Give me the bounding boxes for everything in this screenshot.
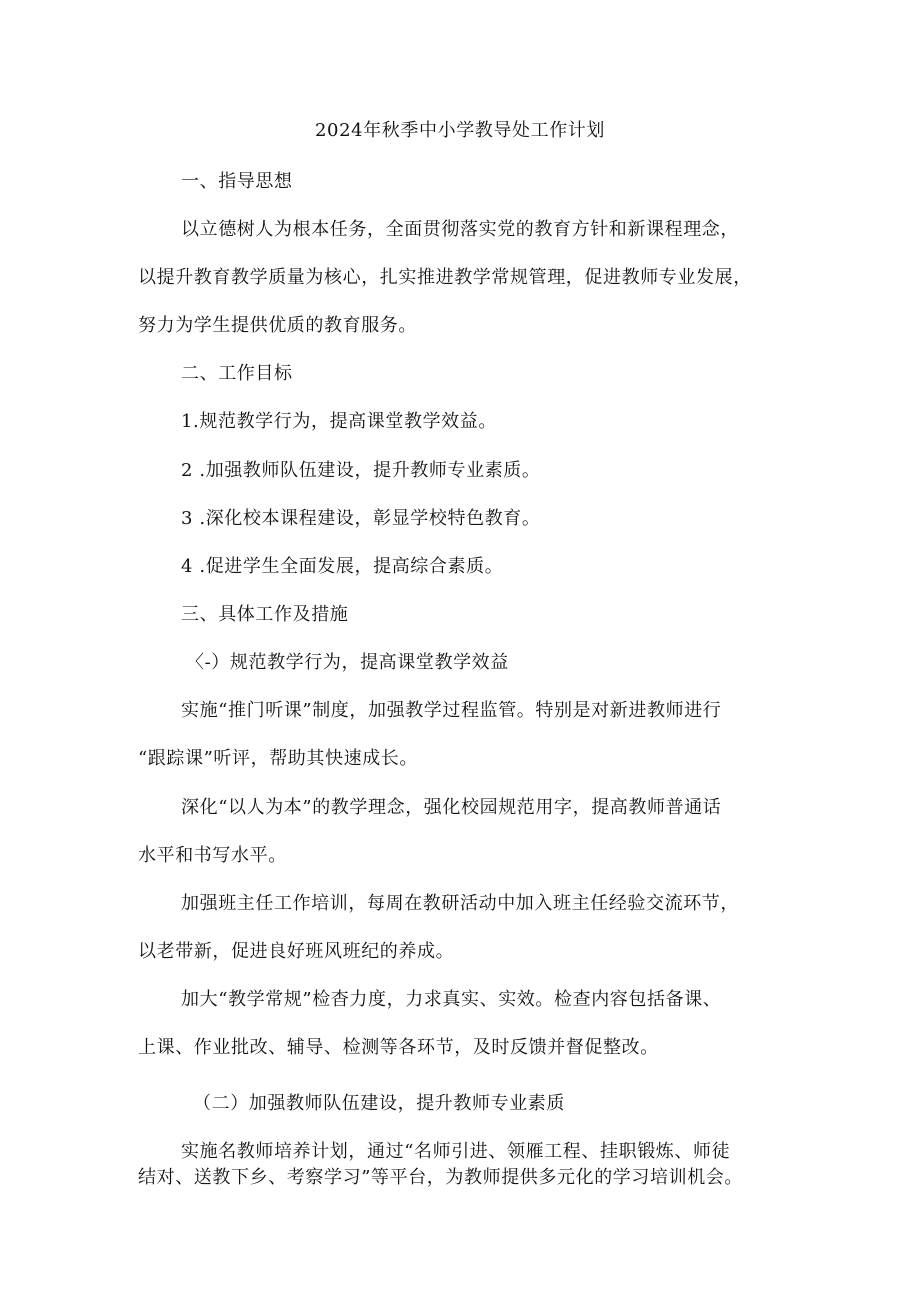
goal-item: 1.规范教学行为，提高课堂教学效益。 [181,411,497,432]
document-title: 2024年秋季中小学教导处工作计划 [314,120,605,141]
section-heading-work-goals: 二、工作目标 [181,363,293,384]
goal-item: 4 .促进学生全面发展，提高综合素质。 [181,556,504,577]
paragraph-line: 结对、送教下乡、考察学习”等平台，为教师提供多元化的学习培训机会。 [138,1167,743,1188]
paragraph-line: 实施“推门听课”制度，加强教学过程监管。特别是对新进教师进行 [181,700,722,721]
paragraph-line: 努力为学生提供优质的教育服务。 [138,315,417,336]
paragraph-line: 以提升教育教学质量为核心，扎实推进教学常规管理，促进教师专业发展， [138,267,752,288]
paragraph-line: 实施名教师培养计划，通过“名师引进、领雁工程、挂职锻炼、师徒 [181,1141,731,1162]
section-heading-measures: 三、具体工作及措施 [181,604,349,625]
section-heading-guiding-thought: 一、指导思想 [181,171,293,192]
paragraph-line: 水平和书写水平。 [138,845,287,866]
goal-item: 3 .深化校本课程建设，彰显学校特色教育。 [181,508,541,529]
paragraph-line: 深化“以人为本”的教学理念，强化校园规范用字，提高教师普通话 [181,797,722,818]
paragraph-line: 加强班主任工作培训，每周在教研活动中加入班主任经验交流环节， [181,893,739,914]
paragraph-line: 上课、作业批改、辅导、检测等各环节，及时反馈并督促整改。 [138,1037,659,1058]
subsection-heading: 〈-）规范教学行为，提高课堂教学效益 [186,652,509,673]
subsection-heading: （二）加强教师队伍建设，提升教师专业素质 [193,1093,565,1114]
paragraph-line: “跟踪课”听评，帮助其快速成长。 [138,748,419,769]
paragraph-line: 以老带新，促进良好班风班纪的养成。 [138,941,455,962]
goal-item: 2 .加强教师队伍建设，提升教师专业素质。 [181,460,541,481]
paragraph-line: 以立德树人为根本任务，全面贯彻落实党的教育方针和新课程理念， [181,219,739,240]
paragraph-line: 加大“教学常规”检杳力度，力求真实、实效。检查内容包括备课、 [181,989,722,1010]
